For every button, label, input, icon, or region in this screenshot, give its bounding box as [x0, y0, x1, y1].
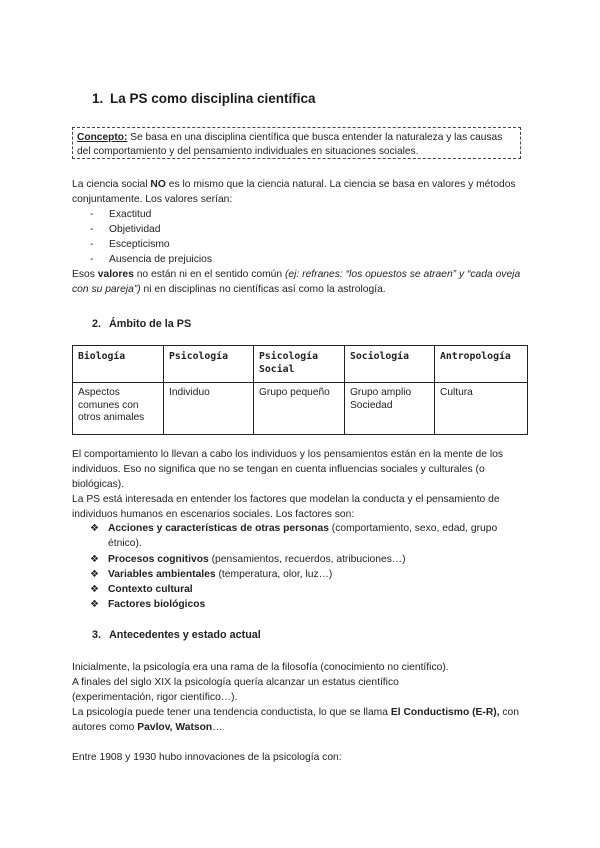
table-cell: Aspectos comunes con otros animales: [73, 383, 164, 435]
table-cell: Grupo pequeño: [254, 383, 345, 435]
list-item: - Ausencia de prejuicios: [90, 252, 390, 267]
para2-text-c: no están ni en el sentido común: [133, 269, 285, 280]
factor-bold: Procesos cognitivos: [108, 553, 209, 565]
para7-text-a: La psicología puede tener una tendencia conductista, lo que se llama: [72, 707, 391, 718]
diamond-bullet-icon: ❖: [90, 584, 99, 596]
section-1-heading: [92, 91, 316, 106]
table-cell: Grupo amplio Sociedad: [345, 383, 435, 435]
para2-text-e: ni en disciplinas no científicas así como la astrología.: [140, 284, 386, 295]
section-2-heading: [92, 318, 191, 330]
factor-detail: (temperatura, olor, luz…): [215, 568, 333, 580]
section-1-number: 1.: [92, 91, 104, 106]
diamond-bullet-icon: ❖: [90, 553, 99, 565]
diamond-bullet-icon: ❖: [90, 599, 99, 611]
para2-text-a: Esos: [72, 269, 98, 280]
list-item: - Exactitud: [90, 207, 390, 222]
diamond-bullet-icon: ❖: [90, 568, 99, 580]
section-2-number: 2.: [92, 318, 102, 330]
concept-text: Se basa en una disciplina científica que busca entender la naturaleza y las causas del comportamiento y del pensamiento individuales en situaciones sociales.: [77, 132, 503, 157]
table-header-cell: Psicología Social: [254, 346, 345, 383]
table-row: [73, 383, 528, 435]
table-header-cell: Biología: [73, 346, 164, 383]
factor-detail: (pensamientos, recuerdos, atribuciones…): [208, 553, 406, 565]
paragraph-innovaciones: Entre 1908 y 1930 hubo innovaciones de la psicología con:: [72, 752, 342, 763]
table-cell: Individuo: [164, 383, 254, 435]
para1-text-c: es lo mismo que la ciencia natural. La ciencia se basa en valores y métodos conjuntamente. Los valores serían:: [72, 179, 516, 205]
para2-italic-example: (ej: refranes: “los opuestos se atraen” y “cada oveja con su pareja”): [72, 269, 521, 295]
table-header-cell: Psicología: [164, 346, 254, 383]
section-2-title: Ámbito de la PS: [109, 318, 192, 330]
para7-bold-authors: Pavlov, Watson: [137, 722, 213, 733]
list-item: [90, 567, 510, 582]
paragraph-comportamiento: El comportamiento lo llevan a cabo los individuos y los pensamientos están en la mente de los individuos. Eso no significa que no se tengan en cuenta influencias sociales y culturales (o biológicas).: [72, 449, 503, 490]
factor-bold: Variables ambientales: [108, 568, 216, 580]
concept-label: Concepto:: [77, 132, 128, 143]
factors-list: [90, 521, 510, 613]
paragraph-ciencia-social: [72, 177, 527, 207]
table-header-cell: Sociología: [345, 346, 435, 383]
para1-text-a: La ciencia social: [72, 179, 151, 190]
concept-box: [72, 127, 521, 159]
list-item: [90, 597, 510, 612]
para7-text-e: …: [212, 722, 223, 733]
section-3-heading: [92, 629, 261, 641]
para7-text-c: con autores como: [72, 707, 520, 733]
factor-bold: Acciones y características de otras personas: [108, 523, 329, 534]
paragraph-conductismo: [72, 705, 527, 735]
list-item: - Escepticismo: [90, 237, 390, 252]
paragraph-siglo-xix: A finales del siglo XIX la psicología quería alcanzar un estatus científico (experimentación, rigor científico…).: [72, 677, 399, 703]
table-header-cell: Antropología: [435, 346, 528, 383]
list-item: - Objetividad: [90, 222, 390, 237]
para1-bold-no: NO: [150, 179, 166, 190]
factor-detail: (comportamiento, sexo, edad, grupo étnico).: [108, 523, 498, 550]
diamond-bullet-icon: ❖: [90, 523, 99, 534]
list-item: [90, 521, 510, 552]
paragraph-inicialmente: Inicialmente, la psicología era una rama de la filosofía (conocimiento no científico).: [72, 662, 449, 673]
list-item: [90, 552, 510, 567]
ambito-table: [72, 345, 528, 435]
values-list: [90, 207, 390, 267]
paragraph-factores: La PS está interesada en entender los factores que modelan la conducta y el pensamiento de individuos humanos en escenarios sociales. Los factores son:: [72, 494, 500, 520]
table-cell: Cultura: [435, 383, 528, 435]
section-3-title: Antecedentes y estado actual: [109, 629, 261, 641]
factor-bold: Factores biológicos: [108, 599, 206, 611]
table-header-row: [73, 346, 528, 383]
factor-bold: Contexto cultural: [108, 584, 193, 596]
para2-bold-valores: valores: [97, 269, 134, 280]
paragraph-valores: [72, 267, 530, 297]
list-item: [90, 582, 510, 597]
para7-bold-conductismo: El Conductismo (E-R),: [390, 707, 500, 718]
section-3-number: 3.: [92, 629, 102, 641]
section-1-title: La PS como disciplina científica: [110, 91, 316, 106]
